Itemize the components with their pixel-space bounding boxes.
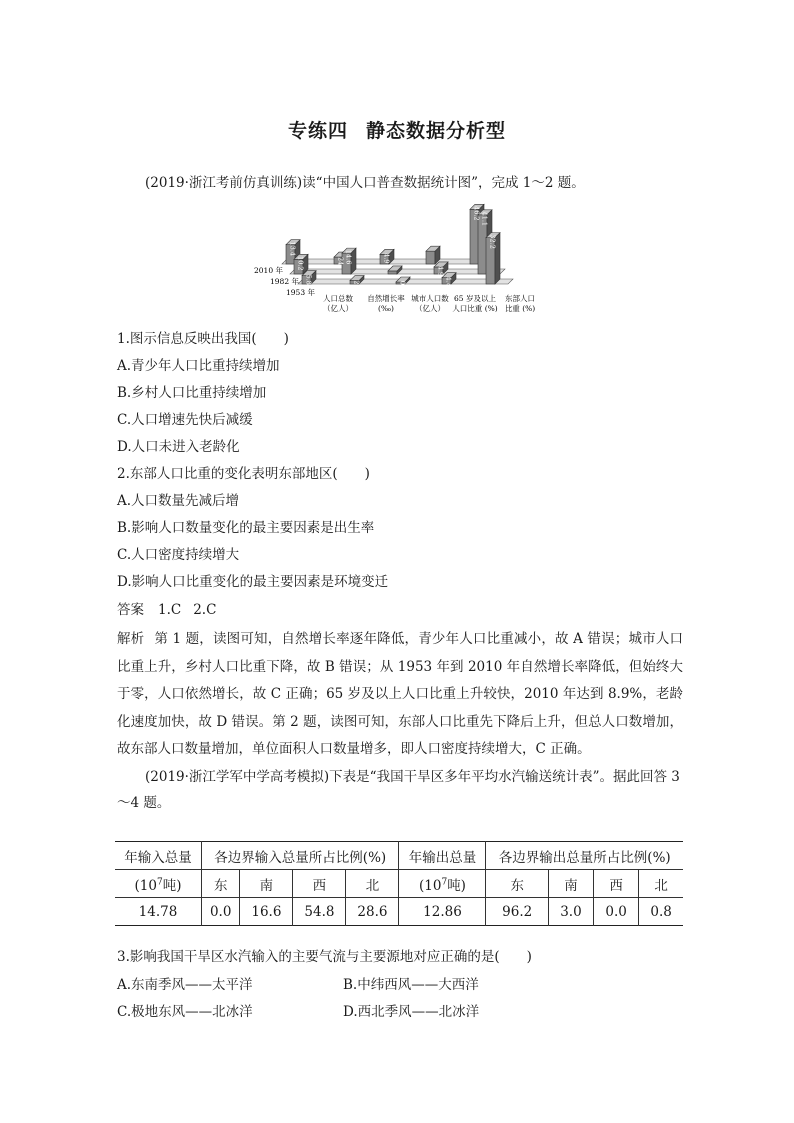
value-out-west: 0.0 [594, 898, 639, 926]
series-label-2010: 2010 年 [254, 266, 283, 275]
chart-data-label: 10.2 [296, 256, 305, 271]
value-out-total: 12.86 [399, 898, 486, 926]
category-label-2b: (‰) [378, 304, 394, 313]
chart-data-label: 24 [336, 256, 345, 266]
page-title: 专练四 静态数据分析型 [287, 120, 507, 142]
value-out-north: 0.8 [639, 898, 683, 926]
analysis-text: 第 1 题，读图可知，自然增长率逐年降低，青少年人口比重减小，故 A 错误；城市人口比重上升，乡村人口比重下降，故 B 错误；从 1953 年到 2010 年自然增长率降低，但始终大于零，人口依然增长，故 C 正确；65 岁及以上人口比重上升较快，2010 年达到 8.9%，老龄化速度加快，故 D 错误。第 2 题，读图可知，东部人口比重先下降后上升，但总人口数增加，故东部人口数量增加，单位面积人口数量增多，即人口密度持续增大，C 正确。 [117, 631, 683, 757]
dir-out-south: 南 [548, 870, 593, 898]
category-label-3b: （亿人） [415, 304, 445, 313]
question-3-option-d: D.西北季风——北冰洋 [343, 1004, 480, 1020]
chart-data-label: 4.4 [444, 276, 453, 287]
question-3-option-c: C.极地东风——北冰洋 [117, 1004, 253, 1020]
analysis-label: 解析 [117, 631, 145, 647]
chart-data-label: 32.2 [488, 234, 497, 249]
category-label-4a: 65 岁及以上 [454, 294, 496, 303]
intro-question-1-2: (2019·浙江考前仿真训练)读“中国人口普查数据统计图”，完成 1～2 题。 [145, 175, 585, 191]
chart-data-label: 24 [352, 280, 361, 289]
chart-data-label: 14.6 [344, 249, 353, 265]
category-label-1b: （亿人） [323, 304, 353, 313]
category-label-1a: 人口总数 [323, 294, 353, 303]
question-2-option-b: B.影响人口数量变化的最主要因素是出生率 [117, 520, 375, 536]
vapor-transport-table [115, 841, 683, 926]
header-in-total: 年输入总量 [115, 842, 202, 870]
chart-bar [426, 246, 440, 264]
dir-in-east: 东 [202, 870, 240, 898]
value-in-north: 28.6 [346, 898, 399, 926]
value-in-total: 14.78 [115, 898, 202, 926]
answer-line [117, 600, 228, 620]
answer-item-2: 2.C [193, 602, 217, 618]
population-census-chart [240, 198, 550, 320]
question-2-option-c: C.人口密度持续增大 [117, 547, 240, 563]
dir-out-east: 东 [486, 870, 548, 898]
value-in-east: 0.0 [202, 898, 240, 926]
intro-question-3-4: (2019·浙江学军中学高考模拟)下表是“我国干旱区多年平均水汽输送统计表”。据此回答 3～4 题。 [117, 769, 680, 811]
answer-item-1: 1.C [158, 602, 182, 618]
header-in-ratio: 各边界输入总量所占比例(%) [202, 842, 399, 870]
value-in-south: 16.6 [240, 898, 293, 926]
question-3-option-a: A.东南季风——太平洋 [117, 977, 253, 993]
series-label-1982: 1982 年 [270, 277, 299, 286]
question-3-option-b: B.中纬西风——大西洋 [343, 977, 479, 993]
series-label-1953: 1953 年 [286, 288, 315, 297]
header-out-total: 年输出总量 [399, 842, 486, 870]
question-1-stem: 1.图示信息反映出我国( ) [117, 331, 289, 347]
question-2-option-d: D.影响人口比重变化的最主要因素是环境变迁 [117, 574, 389, 590]
chart-data-label: 0.8 [398, 280, 407, 292]
chart-data-label: 4.9 [382, 253, 391, 264]
header-out-ratio: 各边界输出总量所占比例(%) [486, 842, 683, 870]
dir-out-west: 西 [594, 870, 639, 898]
question-2-option-a: A.人口数量先减后增 [117, 493, 240, 509]
category-label-2a: 自然增长率 [367, 294, 405, 303]
question-1-option-d: D.人口未进入老龄化 [117, 439, 240, 455]
dir-out-north: 北 [639, 870, 683, 898]
question-1-option-c: C.人口增速先快后减缓 [117, 412, 253, 428]
question-3-stem: 3.影响我国干旱区水汽输入的主要气流与主要源地对应正确的是( ) [117, 949, 532, 965]
chart-data-label: 41.1 [480, 211, 489, 227]
value-out-east: 96.2 [486, 898, 548, 926]
question-1-option-b: B.乡村人口比重持续增加 [117, 385, 267, 401]
unit-in: ($10^7$吨) [115, 870, 202, 898]
chart-data-label: 5.8 [304, 274, 313, 285]
dir-in-west: 西 [293, 870, 346, 898]
value-out-south: 3.0 [548, 898, 593, 926]
category-label-3a: 城市人口数 [411, 294, 449, 303]
chart-data-label: 13.4 [288, 241, 297, 256]
unit-out: ($10^7$吨) [399, 870, 486, 898]
chart-data-label: 46.2 [472, 206, 481, 221]
question-2-stem: 2.东部人口比重的变化表明东部地区( ) [117, 466, 370, 482]
value-in-west: 54.8 [293, 898, 346, 926]
category-label-5a: 东部人口 [505, 294, 535, 303]
answer-label: 答案 [117, 602, 144, 618]
chart-labels [289, 206, 497, 291]
dir-in-north: 北 [346, 870, 399, 898]
question-1-option-a: A.青少年人口比重持续增加 [117, 358, 280, 374]
chart-data-label: 4.9 [436, 265, 445, 277]
dir-in-south: 南 [240, 870, 293, 898]
category-label-5b: 比重 (%) [504, 304, 536, 313]
category-label-4b: 人口比重 (%) [452, 304, 498, 313]
analysis-paragraph [117, 626, 683, 764]
